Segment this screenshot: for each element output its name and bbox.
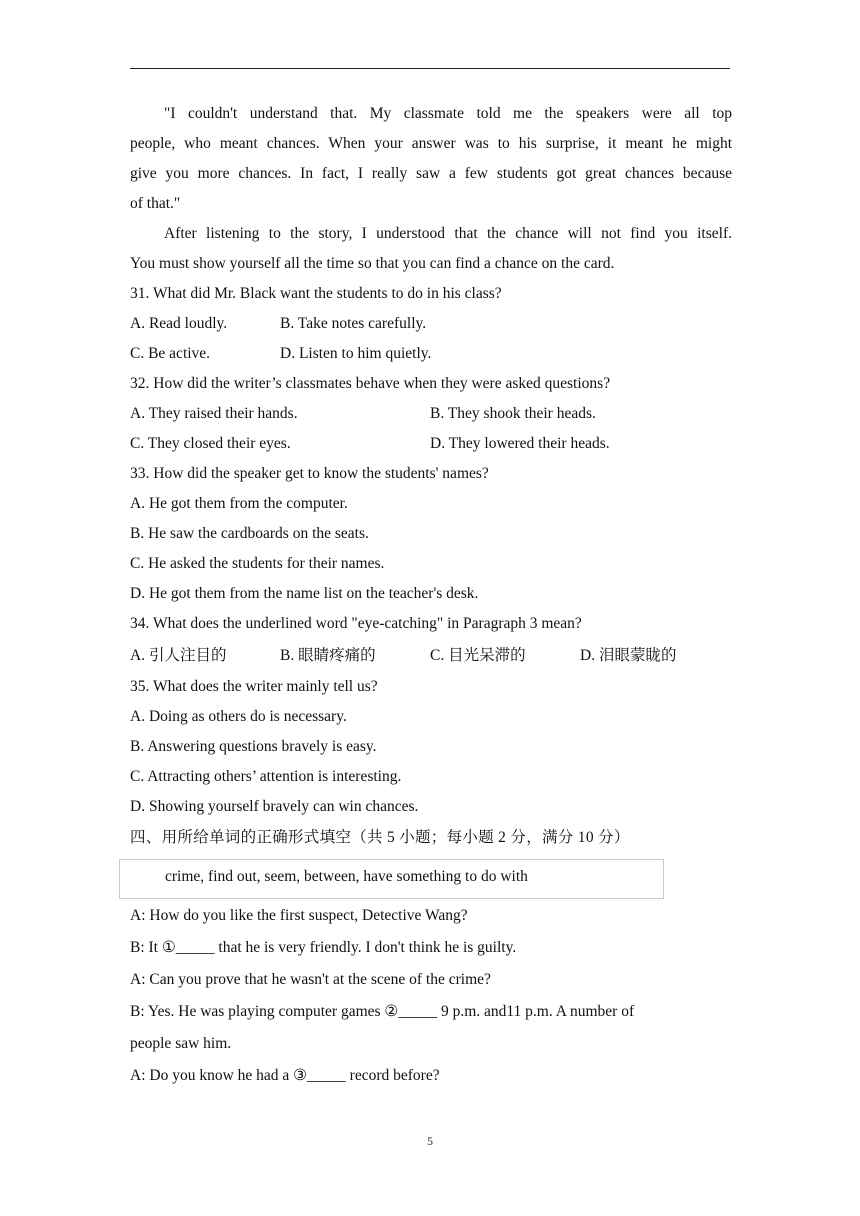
question-stem-35: 35. What does the writer mainly tell us? bbox=[130, 678, 378, 695]
passage-line: give you more chances. In fact, I really saw a few students got great chances because bbox=[130, 165, 732, 182]
option-c: C. Be active. bbox=[130, 345, 211, 362]
option-b: B. 眼睛疼痛的 bbox=[280, 647, 376, 664]
options-row bbox=[130, 339, 732, 369]
header-rule bbox=[130, 68, 730, 69]
dialogue-line: people saw him. bbox=[130, 1035, 232, 1052]
option-d: D. Listen to him quietly. bbox=[280, 345, 432, 362]
options-row bbox=[130, 399, 732, 429]
page-number: 5 bbox=[427, 1134, 433, 1148]
passage-line: After listening to the story, I understood that the chance will not find you itself. bbox=[164, 225, 732, 242]
option-a: A. They raised their hands. bbox=[130, 405, 298, 422]
question-stem-31: 31. What did Mr. Black want the students to do in his class? bbox=[130, 285, 502, 302]
question-stem-33: 33. How did the speaker get to know the students' names? bbox=[130, 465, 489, 482]
option-a: A. He got them from the computer. bbox=[130, 495, 348, 512]
dialogue-line: B: It ①_____ that he is very friendly. I don't think he is guilty. bbox=[130, 939, 517, 956]
options-row bbox=[130, 639, 732, 672]
question-stem-32: 32. How did the writer’s classmates behave when they were asked questions? bbox=[130, 375, 611, 392]
option-b: B. Take notes carefully. bbox=[280, 315, 427, 332]
dialogue-line: A: Can you prove that he wasn't at the scene of the crime? bbox=[130, 971, 491, 988]
option-d: D. He got them from the name list on the teacher's desk. bbox=[130, 585, 479, 602]
option-a: A. 引人注目的 bbox=[130, 647, 227, 664]
passage-line: You must show yourself all the time so that you can find a chance on the card. bbox=[130, 255, 615, 272]
dialogue-line: B: Yes. He was playing computer games ②_____ 9 p.m. and11 p.m. A number of bbox=[130, 1003, 635, 1020]
option-b: B. They shook their heads. bbox=[430, 405, 596, 422]
question-stem-34: 34. What does the underlined word "eye-catching" in Paragraph 3 mean? bbox=[130, 615, 582, 632]
option-b: B. He saw the cardboards on the seats. bbox=[130, 525, 369, 542]
passage-line: "I couldn't understand that. My classmate told me the speakers were all top bbox=[164, 105, 732, 122]
section-heading: 四、用所给单词的正确形式填空（共 5 小题；每小题 2 分，满分 10 分） bbox=[130, 829, 630, 846]
option-d: D. Showing yourself bravely can win chances. bbox=[130, 798, 419, 815]
passage-line: of that." bbox=[130, 195, 181, 212]
option-c: C. 目光呆滞的 bbox=[430, 647, 526, 664]
option-d: D. They lowered their heads. bbox=[430, 435, 610, 452]
option-c: C. They closed their eyes. bbox=[130, 435, 291, 452]
option-a: A. Read loudly. bbox=[130, 315, 228, 332]
word-bank-box: crime, find out, seem, between, have something to do with bbox=[119, 859, 664, 899]
option-d: D. 泪眼蒙眬的 bbox=[580, 647, 677, 664]
options-row bbox=[130, 309, 732, 339]
option-a: A. Doing as others do is necessary. bbox=[130, 708, 347, 725]
option-b: B. Answering questions bravely is easy. bbox=[130, 738, 377, 755]
dialogue-line: A: Do you know he had a ③_____ record before? bbox=[130, 1067, 440, 1084]
page-content bbox=[130, 99, 732, 1092]
options-row bbox=[130, 429, 732, 459]
option-c: C. Attracting others’ attention is interesting. bbox=[130, 768, 402, 785]
option-c: C. He asked the students for their names. bbox=[130, 555, 385, 572]
dialogue-line: A: How do you like the first suspect, Detective Wang? bbox=[130, 907, 468, 924]
passage-line: people, who meant chances. When your answer was to his surprise, it meant he might bbox=[130, 135, 732, 152]
